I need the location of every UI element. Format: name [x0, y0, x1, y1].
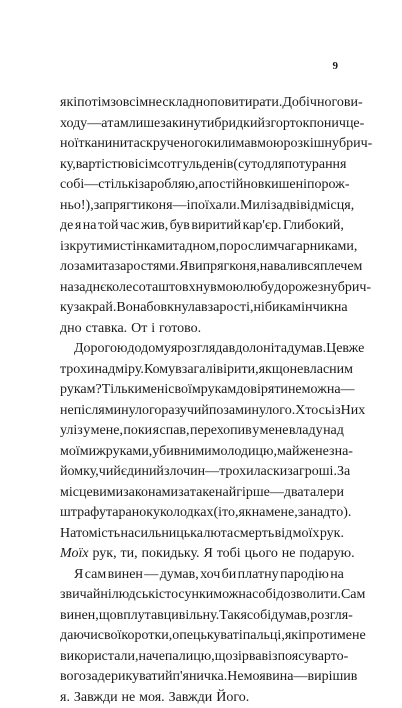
text-line: де я на той час жив, був виритий кар'єр. Глибокий,	[60, 216, 344, 237]
text-line: вого задерикуватий п'яничка. Не моя вина — вирішив	[60, 667, 344, 688]
paragraph	[60, 565, 344, 708]
paragraph	[60, 339, 344, 565]
text-line: даючи свої коротки, опецькуваті пальці, які проти мене	[60, 626, 344, 647]
text-line: Натомість насильницька люта смерть від моїх рук.	[60, 524, 344, 545]
text-line: винен, що вплутав цивільну. Так я собі думав, розгля-	[60, 606, 344, 627]
text-line: Я сам винен — думав, хоч би платну пародію на	[60, 565, 344, 586]
text-line: які потім зовсім нескладно повитирати. До бічного ви-	[60, 93, 344, 114]
body-text	[60, 93, 344, 708]
text-line: йомку, чий єдиний злочин — трохи ласки за гроші. За	[60, 462, 344, 483]
text-line: Дорогою додому я розглядав долоні та думав. Це вже	[60, 339, 344, 360]
text-line: дно ставка. От і готово.	[60, 319, 344, 340]
paragraph	[60, 93, 344, 339]
text-line: моїми ж руками, убив ними молодицю, майже незна-	[60, 442, 344, 463]
text-line: Моїх рук, ти, покидьку. Я тобі цього не подарую.	[60, 544, 344, 565]
text-line: ньо!), запрягти коня — і поїхали. Милі за дві від місця,	[60, 196, 344, 217]
text-line: звичайні людські стосунки можна собі дозволити. Сам	[60, 585, 344, 606]
text-line: використали, наче палицю, що зірвав із поясу варто-	[60, 647, 344, 668]
text-line: собі — стількі заробляю, а постійно в кишені порож-	[60, 175, 344, 196]
text-line: місцевими законами за таке найгірше — два талери	[60, 483, 344, 504]
text-line: я. Завжди не моя. Завжди Його.	[60, 688, 344, 708]
text-line: трохи надміру. Кому взагалі вірити, якщо не власним	[60, 360, 344, 381]
text-line: ку за край. Вона бовкнула в зарості, ніби камінчик на	[60, 298, 344, 319]
text-line: ку, вартістю вісімсот гульденів (суто для потурання	[60, 155, 344, 176]
text-line: ходу — а там лише закинути бридкий згорток поничце-	[60, 114, 344, 135]
text-line: не після минулого разу чи й позаминулого. Хтось із Них	[60, 401, 344, 422]
text-line: уліз у мене, поки я спав, перехопив у мене владу над	[60, 421, 344, 442]
page-number: 9	[333, 60, 339, 72]
text-line: лозами та заростями. Я випряг коня, навалився плечем	[60, 257, 344, 278]
text-line: ної тканини та скрученого килима в мою розкішну брич-	[60, 134, 344, 155]
text-line: штрафу та ранок у колодках (і то, як на мене, занадто).	[60, 503, 344, 524]
text-line: на заднє колесо та штовхнув мою любу дорожезну брич-	[60, 278, 344, 299]
text-line: рукам? Тільки мені своїм рукам довіряти не можна —	[60, 380, 344, 401]
text-line: із крутими стінками та дном, порослим чагарниками,	[60, 237, 344, 258]
